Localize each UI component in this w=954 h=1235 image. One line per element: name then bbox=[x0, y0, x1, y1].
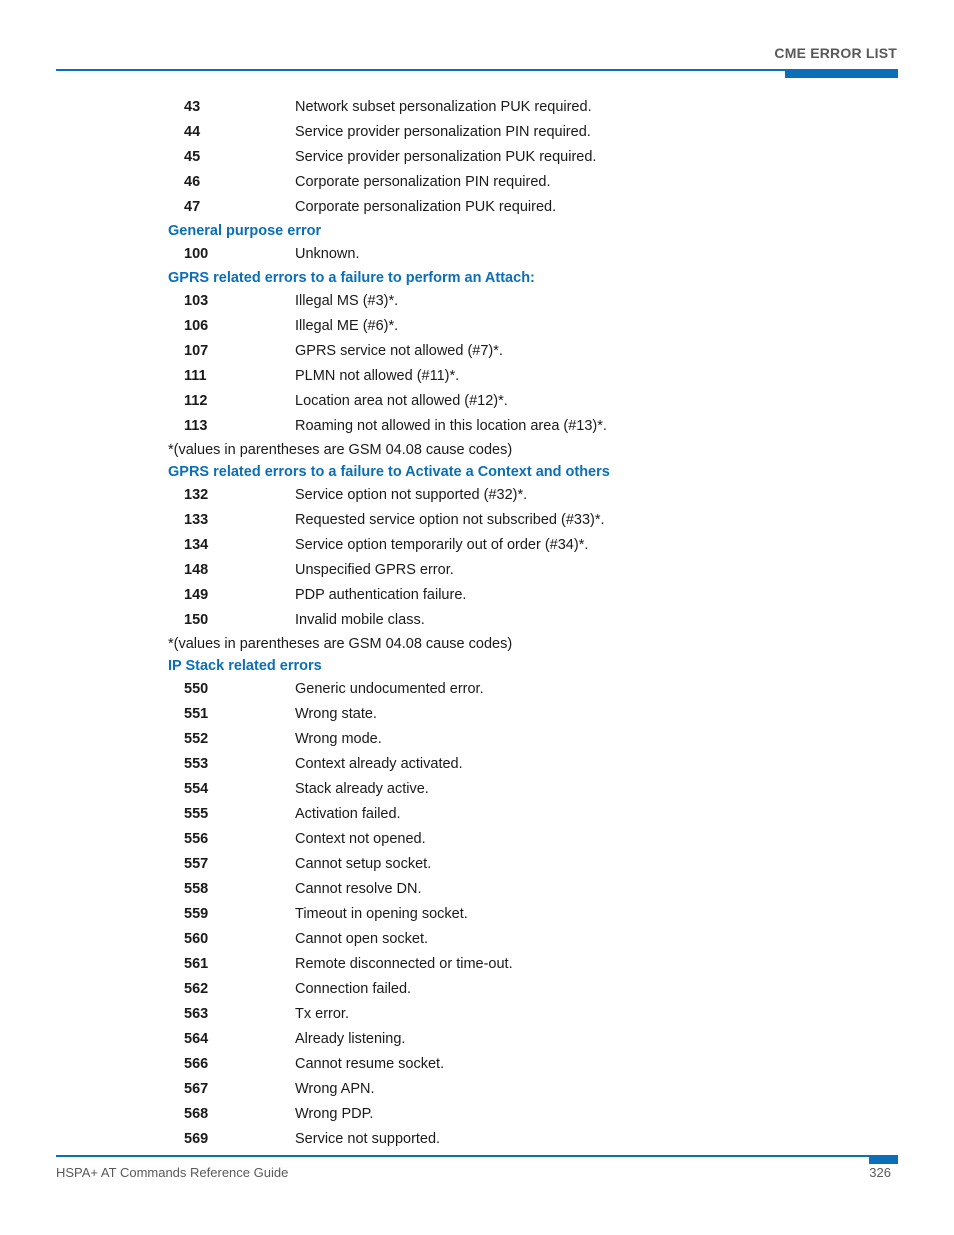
error-row bbox=[168, 508, 868, 533]
error-code: 100 bbox=[184, 246, 209, 262]
error-description: Service provider personalization PIN required. bbox=[295, 124, 591, 140]
error-row bbox=[168, 120, 868, 145]
error-list bbox=[168, 95, 868, 1152]
error-code: 562 bbox=[184, 981, 209, 997]
error-code: 551 bbox=[184, 706, 209, 722]
error-row bbox=[168, 827, 868, 852]
error-row bbox=[168, 289, 868, 314]
error-description: Invalid mobile class. bbox=[295, 612, 425, 628]
error-description: Cannot resume socket. bbox=[295, 1056, 445, 1072]
error-code: 47 bbox=[184, 199, 201, 215]
error-code: 132 bbox=[184, 487, 209, 503]
error-code: 45 bbox=[184, 149, 201, 165]
error-row bbox=[168, 483, 868, 508]
error-description: Wrong mode. bbox=[295, 731, 382, 747]
error-row bbox=[168, 802, 868, 827]
error-code: 559 bbox=[184, 906, 209, 922]
error-description: Context not opened. bbox=[295, 831, 426, 847]
error-code: 44 bbox=[184, 124, 201, 140]
error-description: Generic undocumented error. bbox=[295, 681, 484, 697]
error-row bbox=[168, 902, 868, 927]
error-code: 149 bbox=[184, 587, 209, 603]
error-code: 560 bbox=[184, 931, 209, 947]
error-code: 558 bbox=[184, 881, 209, 897]
error-description: Corporate personalization PIN required. bbox=[295, 174, 551, 190]
error-description: Unspecified GPRS error. bbox=[295, 562, 454, 578]
error-code: 106 bbox=[184, 318, 209, 334]
error-row bbox=[168, 702, 868, 727]
error-code: 564 bbox=[184, 1031, 209, 1047]
error-row bbox=[168, 1002, 868, 1027]
error-row bbox=[168, 1102, 868, 1127]
footnote-text: *(values in parentheses are GSM 04.08 cause codes) bbox=[168, 442, 513, 458]
error-code: 113 bbox=[184, 418, 208, 434]
error-code: 552 bbox=[184, 731, 209, 747]
error-description: Remote disconnected or time-out. bbox=[295, 956, 513, 972]
footer-doc-title: HSPA+ AT Commands Reference Guide bbox=[56, 1165, 289, 1180]
error-description: Service provider personalization PUK required. bbox=[295, 149, 597, 165]
error-code: 556 bbox=[184, 831, 209, 847]
section-heading: General purpose error bbox=[168, 223, 322, 239]
error-description: Wrong APN. bbox=[295, 1081, 375, 1097]
error-row bbox=[168, 1027, 868, 1052]
error-code: 103 bbox=[184, 293, 209, 309]
error-description: Already listening. bbox=[295, 1031, 406, 1047]
error-description: Connection failed. bbox=[295, 981, 412, 997]
error-row bbox=[168, 533, 868, 558]
error-description: Tx error. bbox=[295, 1006, 349, 1022]
error-code: 553 bbox=[184, 756, 209, 772]
error-description: PDP authentication failure. bbox=[295, 587, 467, 603]
error-row bbox=[168, 95, 868, 120]
error-description: Illegal ME (#6)*. bbox=[295, 318, 399, 334]
error-row bbox=[168, 927, 868, 952]
error-row bbox=[168, 583, 868, 608]
error-row bbox=[168, 1052, 868, 1077]
error-description: Context already activated. bbox=[295, 756, 463, 772]
error-code: 554 bbox=[184, 781, 209, 797]
error-row bbox=[168, 1077, 868, 1102]
section-heading: GPRS related errors to a failure to perform an Attach: bbox=[168, 270, 535, 286]
page-header-title: CME ERROR LIST bbox=[774, 45, 897, 61]
error-code: 107 bbox=[184, 343, 209, 359]
error-row bbox=[168, 195, 868, 220]
error-description: Location area not allowed (#12)*. bbox=[295, 393, 508, 409]
error-row bbox=[168, 389, 868, 414]
error-code: 550 bbox=[184, 681, 209, 697]
error-code: 46 bbox=[184, 174, 201, 190]
error-row bbox=[168, 314, 868, 339]
error-description: Cannot setup socket. bbox=[295, 856, 432, 872]
error-description: Roaming not allowed in this location area (#13)*. bbox=[295, 418, 607, 434]
error-row bbox=[168, 852, 868, 877]
error-row bbox=[168, 952, 868, 977]
error-code: 148 bbox=[184, 562, 209, 578]
error-code: 567 bbox=[184, 1081, 209, 1097]
error-row bbox=[168, 777, 868, 802]
error-row bbox=[168, 414, 868, 439]
error-code: 133 bbox=[184, 512, 209, 528]
error-code: 566 bbox=[184, 1056, 209, 1072]
error-row bbox=[168, 877, 868, 902]
error-code: 563 bbox=[184, 1006, 209, 1022]
error-description: Service not supported. bbox=[295, 1131, 441, 1147]
error-description: Corporate personalization PUK required. bbox=[295, 199, 557, 215]
error-row bbox=[168, 145, 868, 170]
footnote-text: *(values in parentheses are GSM 04.08 cause codes) bbox=[168, 636, 513, 652]
error-row bbox=[168, 558, 868, 583]
error-code: 555 bbox=[184, 806, 209, 822]
error-row bbox=[168, 339, 868, 364]
error-row bbox=[168, 677, 868, 702]
error-description: Service option not supported (#32)*. bbox=[295, 487, 528, 503]
error-code: 134 bbox=[184, 537, 209, 553]
error-description: GPRS service not allowed (#7)*. bbox=[295, 343, 503, 359]
error-row bbox=[168, 364, 868, 389]
error-description: Requested service option not subscribed (#33)*. bbox=[295, 512, 605, 528]
error-row bbox=[168, 608, 868, 633]
error-description: Cannot resolve DN. bbox=[295, 881, 422, 897]
header-accent-block bbox=[785, 69, 898, 78]
error-description: Unknown. bbox=[295, 246, 360, 262]
error-code: 568 bbox=[184, 1106, 209, 1122]
error-code: 150 bbox=[184, 612, 209, 628]
page-number: 326 bbox=[869, 1165, 891, 1180]
error-description: Service option temporarily out of order (#34)*. bbox=[295, 537, 589, 553]
error-description: Wrong state. bbox=[295, 706, 377, 722]
error-description: Illegal MS (#3)*. bbox=[295, 293, 399, 309]
error-row bbox=[168, 1127, 868, 1152]
error-description: Timeout in opening socket. bbox=[295, 906, 468, 922]
error-description: Activation failed. bbox=[295, 806, 401, 822]
error-code: 43 bbox=[184, 99, 201, 115]
footer-rule bbox=[56, 1155, 898, 1157]
error-row bbox=[168, 752, 868, 777]
error-description: Stack already active. bbox=[295, 781, 429, 797]
error-description: Cannot open socket. bbox=[295, 931, 429, 947]
error-code: 111 bbox=[184, 368, 207, 384]
error-row bbox=[168, 242, 868, 267]
error-description: Wrong PDP. bbox=[295, 1106, 374, 1122]
error-row bbox=[168, 170, 868, 195]
header-rule bbox=[56, 69, 898, 71]
error-code: 569 bbox=[184, 1131, 209, 1147]
error-code: 561 bbox=[184, 956, 209, 972]
error-code: 112 bbox=[184, 393, 208, 409]
section-heading: GPRS related errors to a failure to Activate a Context and others bbox=[168, 464, 610, 480]
error-description: PLMN not allowed (#11)*. bbox=[295, 368, 460, 384]
error-row bbox=[168, 727, 868, 752]
error-description: Network subset personalization PUK required. bbox=[295, 99, 592, 115]
footer-accent-block bbox=[869, 1155, 898, 1164]
section-heading: IP Stack related errors bbox=[168, 658, 322, 674]
error-row bbox=[168, 977, 868, 1002]
error-code: 557 bbox=[184, 856, 209, 872]
